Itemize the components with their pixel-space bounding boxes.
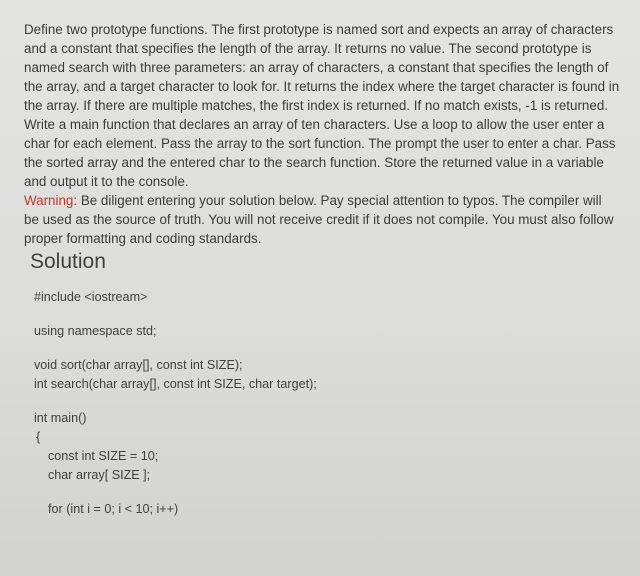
warning-paragraph [24, 191, 620, 248]
code-block [34, 288, 620, 519]
problem-paragraph-1: Define two prototype functions. The first prototype is named sort and expects an array of characters and a constant that specifies the length of the array. It returns no value. The second prototype is named search with three parameters: an array of characters, a constant that specifies the length of the array, and a target character to look for. It returns the index where the target character is found in the array. If there are multiple matches, the first index is returned. If no match exists, -1 is returned. [24, 22, 620, 113]
document-content [24, 20, 620, 519]
problem-paragraph-2: Write a main function that declares an array of ten characters. Use a loop to allow the user enter a char for each element. Pass the array to the sort function. The prompt the user to enter a char. Pass the sorted array and the entered char to the search function. Store the returned value in a variable and output it to the console. [24, 117, 616, 189]
code-using: using namespace std; [34, 324, 157, 338]
code-const-size: const int SIZE = 10; [48, 449, 159, 463]
code-for-loop: for (int i = 0; i < 10; i++) [48, 502, 179, 516]
warning-label: Warning: [24, 193, 78, 208]
code-open-brace: { [36, 430, 41, 444]
code-include: #include <iostream> [34, 290, 148, 304]
code-proto-search: int search(char array[], const int SIZE, char target); [34, 377, 317, 391]
warning-text: Be diligent entering your solution below. Pay special attention to typos. The compiler will be used as the source of truth. You will not receive credit if it does not compile. You must also follow proper formatting and coding standards. [24, 193, 614, 246]
solution-heading: Solution [30, 250, 106, 273]
code-main-signature: int main() [34, 411, 87, 425]
code-array-decl: char array[ SIZE ]; [48, 468, 151, 482]
code-proto-sort: void sort(char array[], const int SIZE); [34, 358, 243, 372]
